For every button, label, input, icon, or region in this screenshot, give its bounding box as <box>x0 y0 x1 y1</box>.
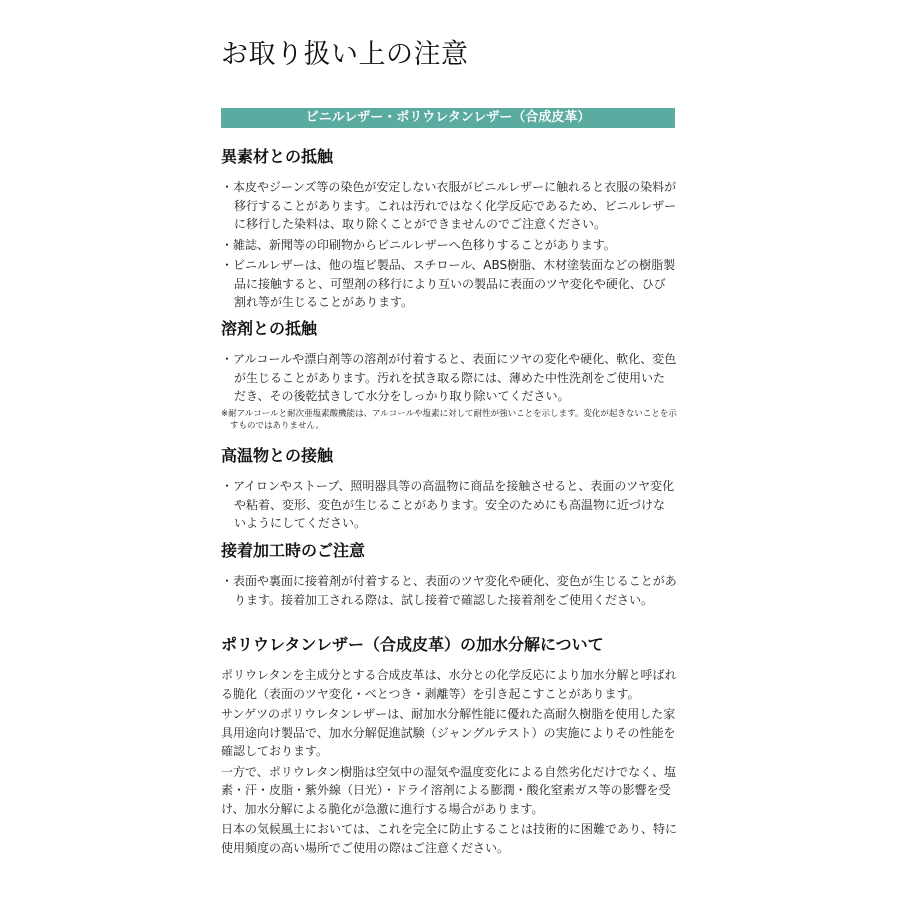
footnote: ※耐アルコールと耐次亜塩素酸機能は、アルコールや塩素に対して耐性が強いことを示します。変化が起きないことを示すものではありません。 <box>221 408 677 431</box>
category-banner: ビニルレザー・ポリウレタンレザー（合成皮革） <box>221 108 675 128</box>
bullet-item: ・表面や裏面に接着剤が付着すると、表面のツヤ変化や硬化、変色が生じることがあります。接着加工される際は、試し接着で確認した接着剤をご使用ください。 <box>221 574 677 607</box>
section-heading: 接着加工時のご注意 <box>221 541 366 560</box>
section-adhesive <box>221 540 677 611</box>
paragraph: 一方で、ポリウレタン樹脂は空気中の湿気や温度変化による自然劣化だけでなく、塩素・汗・皮脂・紫外線（日光）・ドライ溶剤による膨潤・酸化窒素ガス等の影響を受け、加水分解による脆化が急激に進行する場合があります。 <box>221 764 677 816</box>
paragraph: ポリウレタンを主成分とする合成皮革は、水分との化学反応により加水分解と呼ばれる脆化（表面のツヤ変化・べとつき・剥離等）を引き起こすことがあります。 <box>221 668 677 701</box>
section-solvent <box>221 318 677 433</box>
bullet-item: ・アイロンやストーブ、照明器具等の高温物に商品を接触させると、表面のツヤ変化や粘着、変形、変色が生じることがあります。安全のためにも高温物に近づけないようにしてください。 <box>221 479 675 530</box>
section-heading: 異素材との抵触 <box>221 147 334 166</box>
paragraph: サンゲツのポリウレタンレザーは、耐加水分解性能に優れた高耐久樹脂を使用した家具用途向け製品で、加水分解促進試験（ジャングルテスト）の実施によりその性能を確認しております。 <box>221 707 676 758</box>
bullet-item: ・本皮やジーンズ等の染色が安定しない衣服がビニルレザーに触れると衣服の染料が移行することがあります。これは汚れではなく化学反応であるため、ビニルレザーに移行した染料は、取り除くことができませんのでご注意ください。 <box>221 180 677 231</box>
section-heading: 高温物との接触 <box>221 446 334 465</box>
section-hydrolysis <box>221 634 677 859</box>
page-title: お取り扱い上の注意 <box>221 39 469 70</box>
section-high-temperature <box>221 445 677 535</box>
bullet-item: ・雑誌、新聞等の印刷物からビニルレザーへ色移りすることがあります。 <box>221 237 616 252</box>
bullet-item: ・アルコールや漂白剤等の溶剤が付着すると、表面にツヤの変化や硬化、軟化、変色が生じることがあります。汚れを拭き取る際には、薄めた中性洗剤をご使用いただき、その後乾拭きして水分をしっかり取り除いてください。 <box>221 352 677 403</box>
section-heading: ポリウレタンレザー（合成皮革）の加水分解について <box>221 635 604 654</box>
section-heading: 溶剤との抵触 <box>221 319 318 338</box>
section-foreign-material <box>221 146 677 314</box>
paragraph: 日本の気候風土においては、これを完全に防止することは技術的に困難であり、特に使用頻度の高い場所でご使用の際はご注意ください。 <box>221 822 678 855</box>
bullet-item: ・ビニルレザーは、他の塩ビ製品、スチロール、ABS樹脂、木材塗装面などの樹脂製品に接触すると、可塑剤の移行により互いの製品に表面のツヤ変化や硬化、ひび割れ等が生じることがあります。 <box>221 258 676 309</box>
